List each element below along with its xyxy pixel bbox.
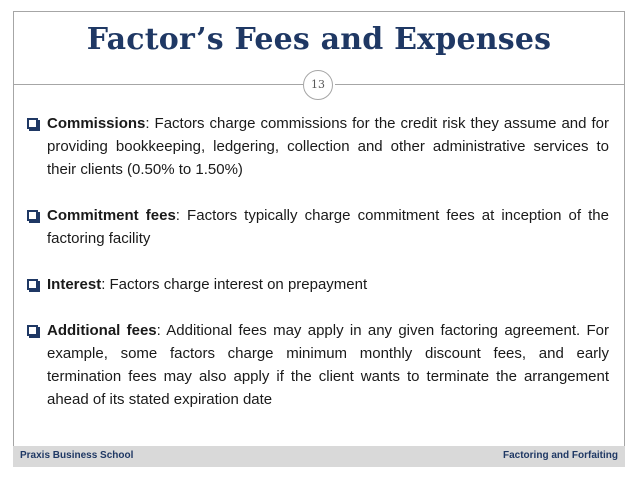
bullet-item-additional-fees bbox=[26, 319, 609, 411]
bullet-lead: Commissions bbox=[47, 115, 146, 132]
divider-left bbox=[13, 84, 303, 85]
divider-right bbox=[335, 84, 625, 85]
bullet-item-interest bbox=[26, 273, 609, 296]
footer-bar bbox=[13, 446, 625, 467]
bullet-text: : Additional fees may apply in any given factoring agreement. For example, some factors charge minimum monthly discount fees, and early termination fees may also apply if the client wants to terminate the arrangement ahead of its stated expiration date bbox=[47, 322, 609, 408]
footer-course: Factoring and Forfaiting bbox=[503, 450, 618, 461]
square-bullet-icon bbox=[27, 118, 38, 129]
bullet-item-commissions bbox=[26, 112, 609, 181]
bullet-text: : Factors charge interest on prepayment bbox=[101, 276, 368, 293]
bullet-text: : Factors charge commissions for the credit risk they assume and for providing bookkeeping, ledgering, collection and other administrative services to their clients (0.50% to 1.50%) bbox=[47, 115, 609, 178]
footer-school: Praxis Business School bbox=[20, 450, 134, 461]
bullet-lead: Interest bbox=[47, 276, 102, 293]
bullet-list bbox=[26, 112, 609, 411]
page-number: 13 bbox=[303, 70, 333, 100]
bullet-text: : Factors typically charge commitment fees at inception of the factoring facility bbox=[47, 207, 609, 247]
square-bullet-icon bbox=[27, 210, 38, 221]
square-bullet-icon bbox=[27, 279, 38, 290]
slide-title: Factor’s Fees and Expenses bbox=[86, 22, 552, 57]
bullet-lead: Additional fees bbox=[47, 322, 157, 339]
square-bullet-icon bbox=[27, 325, 38, 336]
bullet-lead: Commitment fees bbox=[47, 207, 176, 224]
bullet-item-commitment-fees bbox=[26, 204, 609, 250]
